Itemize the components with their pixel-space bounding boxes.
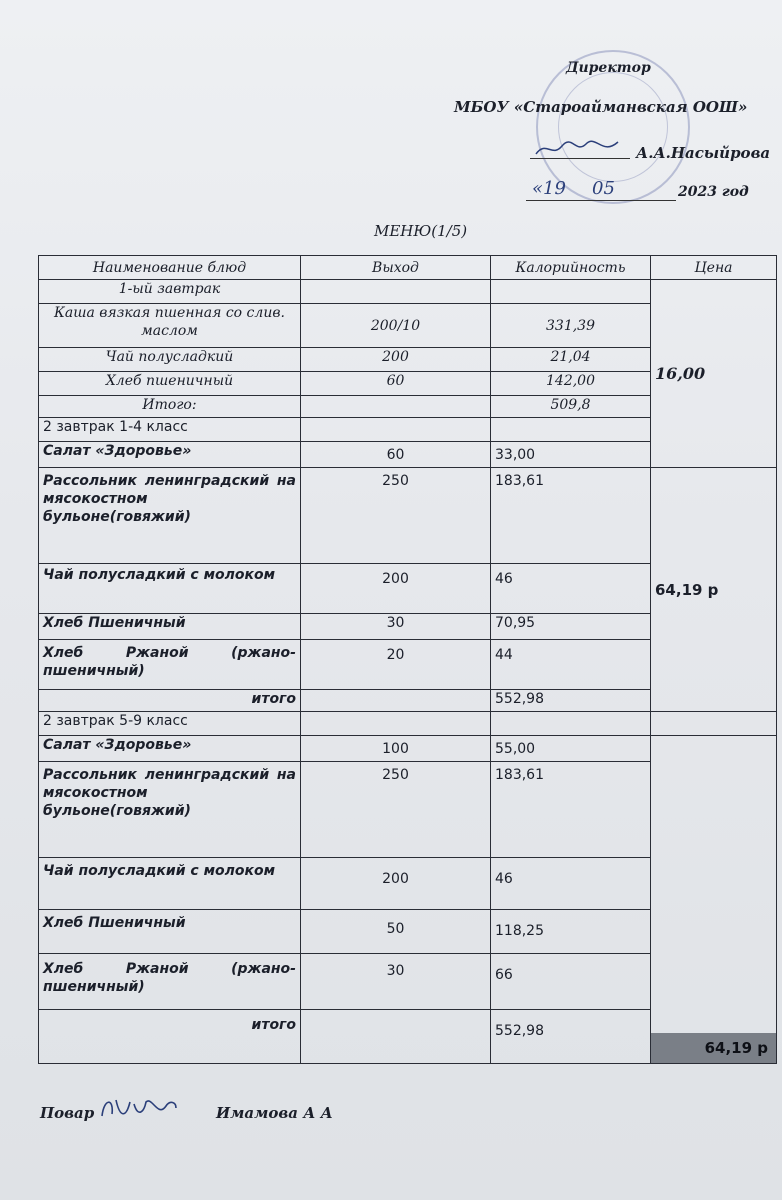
approval-school: МБОУ «Староайманвская ООШ» (454, 98, 748, 116)
dish-name: Рассольник ленинградский на мясокостном бульоне(говяжий) (39, 762, 301, 858)
price-cell: 64,19 р (651, 468, 777, 712)
dish-name: Каша вязкая пшенная со слив. маслом (39, 304, 301, 348)
dish-calories: 66 (491, 954, 651, 1010)
dish-name: Чай полусладкий с молоком (39, 858, 301, 910)
price-cell (651, 736, 777, 1064)
header-calories: Калорийность (491, 256, 651, 280)
total-calories: 509,8 (491, 396, 651, 418)
dish-calories: 44 (491, 640, 651, 690)
cook-name: Имамова А А (216, 1104, 333, 1122)
dish-portion: 60 (301, 372, 491, 396)
dish-calories: 46 (491, 564, 651, 614)
dish-calories: 55,00 (491, 736, 651, 762)
dish-calories: 183,61 (491, 762, 651, 858)
table-row (39, 468, 777, 564)
total-calories: 552,98 (491, 1010, 651, 1064)
approval-date-month: 05 (592, 178, 615, 199)
dish-calories: 46 (491, 858, 651, 910)
document-title: МЕНЮ(1/5) (374, 222, 468, 240)
total-calories: 552,98 (491, 690, 651, 712)
table-header-row (39, 256, 777, 280)
table-row (39, 736, 777, 762)
director-name: А.А.Насыйрова (636, 144, 771, 162)
price-cell: 16,00 (651, 280, 777, 468)
approval-title: Директор (566, 60, 651, 76)
dish-portion: 50 (301, 910, 491, 954)
header-portion: Выход (301, 256, 491, 280)
dish-portion: 30 (301, 614, 491, 640)
dish-name: Чай полусладкий (39, 348, 301, 372)
dish-portion: 200 (301, 564, 491, 614)
section-title: 2 завтрак 5-9 класс (39, 712, 301, 736)
dish-portion: 250 (301, 468, 491, 564)
approval-date-year: 2023 год (678, 184, 749, 200)
dish-name: Салат «Здоровье» (39, 736, 301, 762)
total-label: итого (39, 1010, 301, 1064)
dish-name: Хлеб Пшеничный (39, 910, 301, 954)
total-label: итого (39, 690, 301, 712)
dish-name: Чай полусладкий с молоком (39, 564, 301, 614)
dish-name: Хлеб Пшеничный (39, 614, 301, 640)
dish-calories: 331,39 (491, 304, 651, 348)
dish-name: Хлеб пшеничный (39, 372, 301, 396)
menu-table (38, 255, 777, 1064)
dish-calories: 21,04 (491, 348, 651, 372)
dish-name: Рассольник ленинградский на мясокостном бульоне(говяжий) (39, 468, 301, 564)
cook-signature (96, 1092, 180, 1122)
dish-calories: 33,00 (491, 442, 651, 468)
dish-name: Хлеб Ржаной (ржано-пшеничный) (39, 640, 301, 690)
dish-portion: 200 (301, 858, 491, 910)
section-title: 2 завтрак 1-4 класс (39, 418, 301, 442)
cook-label: Повар (40, 1104, 95, 1122)
dish-name: Хлеб Ржаной (ржано-пшеничный) (39, 954, 301, 1010)
dish-portion: 20 (301, 640, 491, 690)
header-dish-name: Наименование блюд (39, 256, 301, 280)
dish-calories: 118,25 (491, 910, 651, 954)
section-row (39, 280, 777, 304)
dish-portion: 250 (301, 762, 491, 858)
date-line (526, 200, 676, 201)
director-signature (532, 136, 622, 160)
dish-name: Салат «Здоровье» (39, 442, 301, 468)
header-price: Цена (651, 256, 777, 280)
total-label: Итого: (39, 396, 301, 418)
dish-calories: 70,95 (491, 614, 651, 640)
price-value: 64,19 р (651, 1033, 776, 1063)
dish-portion: 30 (301, 954, 491, 1010)
section-row (39, 712, 777, 736)
section-title: 1-ый завтрак (39, 280, 301, 304)
dish-portion: 100 (301, 736, 491, 762)
approval-date-day: «19 (532, 178, 566, 199)
dish-portion: 60 (301, 442, 491, 468)
dish-calories: 183,61 (491, 468, 651, 564)
dish-calories: 142,00 (491, 372, 651, 396)
dish-portion: 200/10 (301, 304, 491, 348)
dish-portion: 200 (301, 348, 491, 372)
